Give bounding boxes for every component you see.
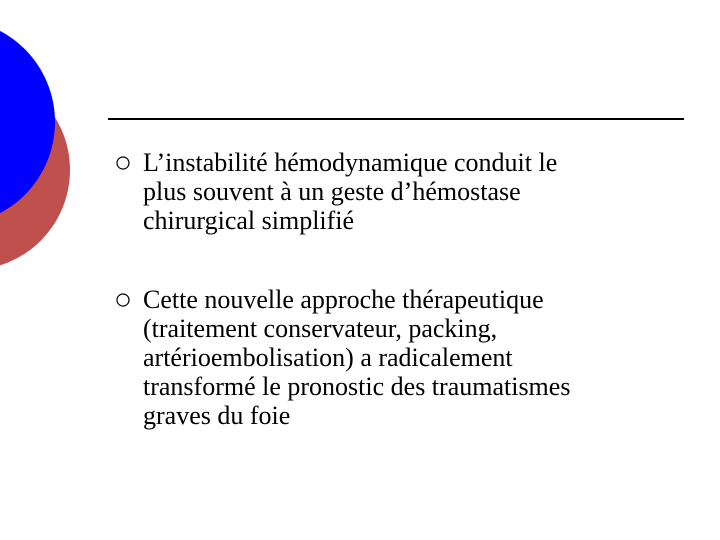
bullet-1-line-1: L’instabilité hémodynamique conduit le: [143, 148, 558, 177]
bullet-1-line-3: chirurgical simplifié: [143, 206, 355, 235]
bullet-2-line-5: graves du foie: [143, 401, 291, 430]
bullet-text-2: [143, 285, 683, 430]
title-divider: [108, 118, 684, 120]
bullet-text-1: [143, 148, 683, 235]
decorative-circles: [0, 0, 80, 290]
bullet-2-line-3: artérioembolisation) a radicalement: [143, 343, 513, 372]
bullet-1-line-2: plus souvent à un geste d’hémostase: [143, 177, 521, 206]
hollow-circle-icon: [116, 156, 130, 170]
bullet-2-line-4: transformé le pronostic des traumatismes: [143, 372, 571, 401]
hollow-circle-icon: [116, 293, 130, 307]
bullet-2-line-1: Cette nouvelle approche thérapeutique: [143, 285, 544, 314]
bullet-2-line-2: (traitement conservateur, packing,: [143, 314, 498, 343]
